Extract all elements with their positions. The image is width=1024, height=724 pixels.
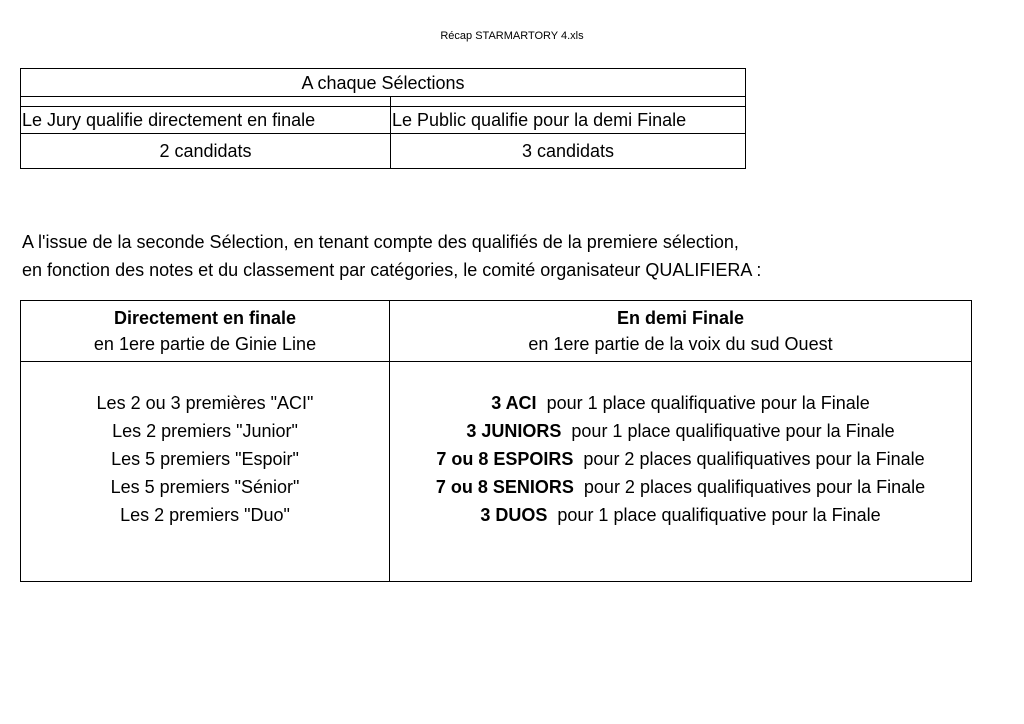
selection-table-spacer-cell (21, 97, 391, 107)
final-criteria-cell (21, 362, 390, 582)
semifinal-criteria-text: pour 2 places qualifiquatives pour la Finale (573, 477, 926, 497)
selection-table-spacer-cell (391, 97, 746, 107)
semifinal-criteria-text: pour 1 place qualifiquative pour la Finale (561, 421, 895, 441)
qualification-paragraph (22, 228, 761, 284)
semifinal-column-subtitle: en 1ere partie de la voix du sud Ouest (528, 334, 833, 354)
final-criteria-item: Les 5 premiers "Espoir" (111, 449, 299, 469)
paragraph-line: en fonction des notes et du classement par catégories, le comité organisateur QUALIFIERA : (22, 260, 762, 280)
semifinal-criteria-count: 7 ou 8 ESPOIRS (436, 449, 574, 469)
semifinal-criteria-item (390, 501, 971, 529)
semifinal-criteria-count: 3 DUOS (480, 505, 548, 525)
jury-label: Le Jury qualifie directement en finale (21, 107, 391, 134)
final-criteria-item: Les 2 premiers "Duo" (120, 505, 290, 525)
paragraph-line: A l'issue de la seconde Sélection, en tenant compte des qualifiés de la premiere sélection, (22, 232, 739, 252)
final-criteria-item: Les 5 premiers "Sénior" (110, 477, 300, 497)
semifinal-criteria-count: 7 ou 8 SENIORS (435, 477, 574, 497)
selection-table (20, 68, 746, 169)
public-count: 3 candidats (391, 134, 746, 169)
document-title: Récap STARMARTORY 4.xls (440, 30, 584, 42)
selection-table-header: A chaque Sélections (21, 69, 746, 97)
semifinal-criteria-item (390, 389, 971, 417)
qualification-table (20, 300, 972, 582)
semifinal-criteria-text: pour 1 place qualifiquative pour la Finale (536, 393, 870, 413)
semifinal-column-title: En demi Finale (616, 308, 745, 328)
jury-count: 2 candidats (21, 134, 391, 169)
final-criteria-item: Les 2 premiers "Junior" (112, 421, 298, 441)
public-label: Le Public qualifie pour la demi Finale (391, 107, 746, 134)
final-criteria-item: Les 2 ou 3 premières "ACI" (96, 393, 314, 413)
semifinal-criteria-count: 3 JUNIORS (466, 421, 562, 441)
semifinal-criteria-text: pour 1 place qualifiquative pour la Finale (547, 505, 881, 525)
semifinal-criteria-count: 3 ACI (491, 393, 537, 413)
final-column-header (21, 301, 390, 362)
semifinal-column-header (390, 301, 972, 362)
semifinal-criteria-cell (390, 362, 972, 582)
semifinal-criteria-text: pour 2 places qualifiquatives pour la Finale (573, 449, 925, 469)
final-column-subtitle: en 1ere partie de Ginie Line (93, 334, 317, 354)
semifinal-criteria-item (390, 445, 971, 473)
final-column-title: Directement en finale (113, 308, 297, 328)
semifinal-criteria-item (390, 417, 971, 445)
semifinal-criteria-item (390, 473, 971, 501)
